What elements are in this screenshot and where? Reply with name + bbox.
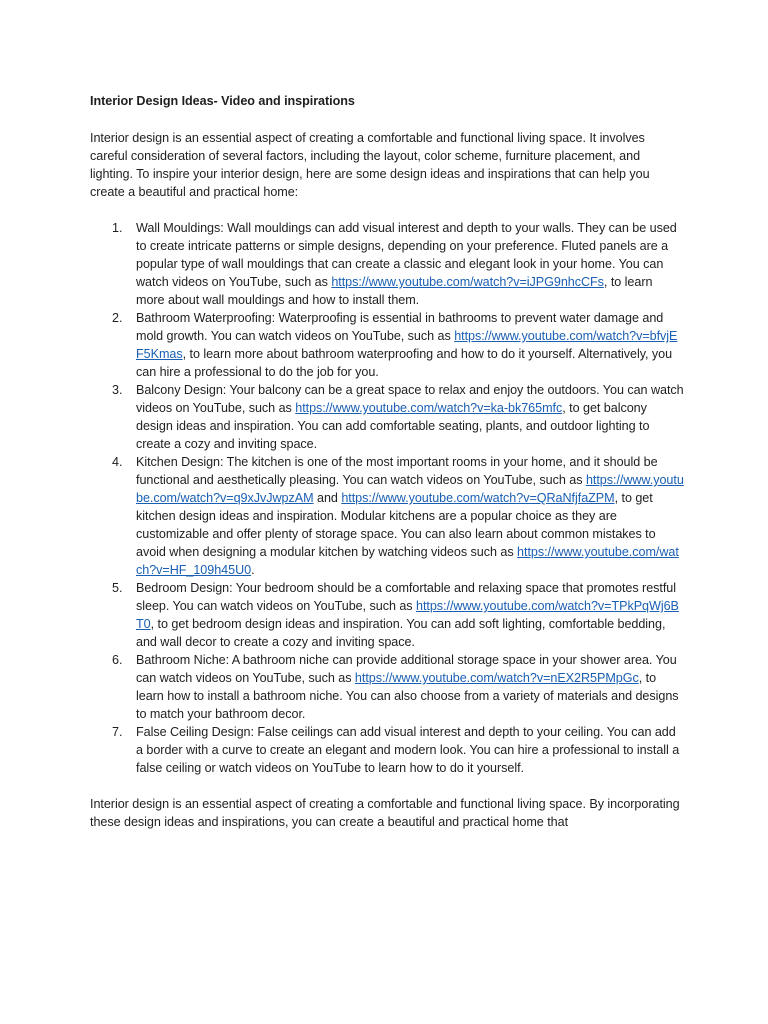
youtube-link[interactable]: https://www.youtube.com/watch?v=q9xJvJwpzAM: [136, 473, 684, 505]
item-text: False Ceiling Design: False ceilings can add visual interest and depth to your ceiling. You can add a border with a curve to create an elegant and modern look. You can hire a professional to install a false ceiling or watch videos on YouTube to learn how to do it yourself.: [136, 725, 680, 775]
youtube-link[interactable]: https://www.youtube.com/watch?v=TPkPqWj6BT0: [136, 599, 679, 631]
list-number: 5.: [112, 581, 123, 595]
item-text: .: [251, 563, 255, 577]
list-item-bathroom-niche: [90, 651, 684, 723]
item-text: Wall Mouldings: Wall mouldings can add visual interest and depth to your walls. They can be used to create intricate patterns or simple designs, depending on your preference. Fluted panels are a popular type of wall mouldings that can create a classic and elegant look in your home. You can watch videos on YouTube, such as: [136, 221, 677, 289]
item-text: , to learn more about wall mouldings and how to install them.: [136, 275, 653, 307]
item-text: Bedroom Design: Your bedroom should be a comfortable and relaxing space that promotes restful sleep. You can watch videos on YouTube, such as: [136, 581, 676, 613]
youtube-link[interactable]: https://www.youtube.com/watch?v=bfvjEF5Kmas: [136, 329, 678, 361]
list-item-bathroom-waterproofing: [90, 309, 684, 381]
item-text: , to get balcony design ideas and inspiration. You can add comfortable seating, plants, and outdoor lighting to create a cozy and inviting space.: [136, 401, 650, 451]
list-number: 4.: [112, 455, 123, 469]
list-number: 7.: [112, 725, 123, 739]
list-item-false-ceiling-design: [90, 723, 684, 777]
document-title: Interior Design Ideas- Video and inspirations: [90, 94, 355, 108]
item-text: Balcony Design: Your balcony can be a great space to relax and enjoy the outdoors. You can watch videos on YouTube, such as: [136, 383, 684, 415]
list-number: 2.: [112, 311, 123, 325]
youtube-link[interactable]: https://www.youtube.com/watch?v=nEX2R5PMpGc: [354, 671, 639, 685]
youtube-link[interactable]: https://www.youtube.com/watch?v=HF_109h45U0: [136, 545, 679, 577]
item-text: Bathroom Waterproofing: Waterproofing is essential in bathrooms to prevent water damage and mold growth. You can watch videos on YouTube, such as: [136, 311, 664, 343]
item-text: Kitchen Design: The kitchen is one of the most important rooms in your home, and it should be functional and aesthetically pleasing. You can watch videos on YouTube, such as: [136, 455, 658, 487]
list-item-wall-mouldings: [90, 219, 684, 309]
item-text: , to get kitchen design ideas and inspiration. Modular kitchens are a popular choice as they are customizable and offer plenty of storage space. You can also learn about common mistakes to avoid when designing a modular kitchen by watching videos such as: [136, 491, 656, 559]
list-number: 3.: [112, 383, 123, 397]
item-text: and: [313, 491, 342, 505]
item-text: , to learn more about bathroom waterproofing and how to do it yourself. Alternatively, you can hire a professional to do the job for you.: [136, 347, 673, 379]
list-number: 6.: [112, 653, 123, 667]
item-text: , to get bedroom design ideas and inspiration. You can add soft lighting, comfortable bedding, and wall decor to create a cozy and inviting space.: [136, 617, 666, 649]
list-item-kitchen-design: [90, 453, 684, 579]
youtube-link[interactable]: https://www.youtube.com/watch?v=ka-bk765mfc: [295, 401, 563, 415]
youtube-link[interactable]: https://www.youtube.com/watch?v=iJPG9nhcCFs: [331, 275, 604, 289]
item-text: Bathroom Niche: A bathroom niche can provide additional storage space in your shower area. You can watch videos on YouTube, such as: [136, 653, 677, 685]
conclusion-paragraph: Interior design is an essential aspect of creating a comfortable and functional living space. By incorporating these design ideas and inspirations, you can create a beautiful and practical home that: [90, 797, 680, 829]
youtube-link[interactable]: https://www.youtube.com/watch?v=QRaNfjfaZPM: [341, 491, 615, 505]
list-item-bedroom-design: [90, 579, 684, 651]
list-item-balcony-design: [90, 381, 684, 453]
item-text: , to learn how to install a bathroom niche. You can also choose from a variety of materials and designs to match your bathroom decor.: [136, 671, 679, 721]
intro-paragraph: Interior design is an essential aspect of creating a comfortable and functional living space. It involves careful consideration of several factors, including the layout, color scheme, furniture placement, and lighting. To inspire your interior design, here are some design ideas and inspirations that can help you create a beautiful and practical home:: [90, 131, 650, 199]
list-number: 1.: [112, 221, 123, 235]
design-ideas-list: [90, 219, 684, 777]
